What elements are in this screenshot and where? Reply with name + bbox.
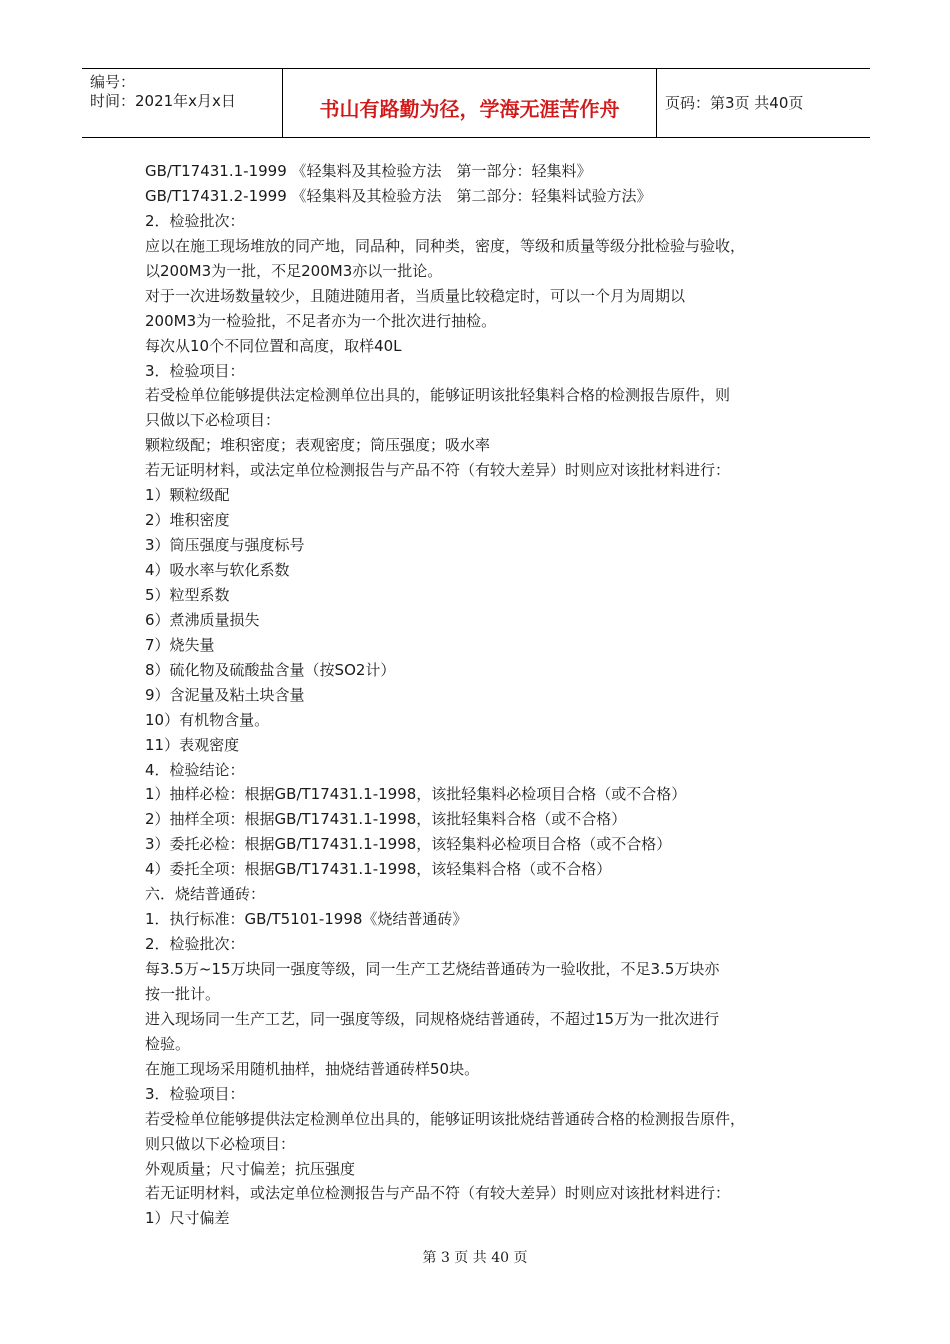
page-footer: 第 3 页 共 40 页: [422, 1250, 528, 1266]
header-page-info: 页码：第3页 共40页: [665, 94, 804, 112]
text-line: 外观质量；尺寸偏差；抗压强度: [145, 1159, 356, 1178]
text-line: 每次从10个不同位置和高度，取样40L: [145, 336, 402, 355]
text-line: 只做以下必检项目：: [145, 411, 281, 430]
page-header: [82, 68, 870, 138]
text-line: 4）吸水率与软化系数: [145, 561, 290, 579]
text-line: 若无证明材料，或法定单位检测报告与产品不符（有较大差异）时则应对该批材料进行：: [145, 1184, 731, 1203]
text-line: 6）煮沸质量损失: [145, 610, 260, 629]
document-number-label: 编号：: [90, 73, 136, 91]
text-line: 2．检验批次：: [145, 935, 245, 954]
text-line: 200M3为一检验批，不足者亦为一个批次进行抽检。: [145, 311, 497, 330]
text-line: 3）筒压强度与强度标号: [145, 536, 305, 555]
text-line: GB/T17431.2-1999 《轻集料及其检验方法 第二部分：轻集料试验方法》: [145, 186, 652, 205]
text-line: 11）表观密度: [145, 735, 240, 754]
text-line: 若受检单位能够提供法定检测单位出具的，能够证明该批烧结普通砖合格的检测报告原件，: [145, 1109, 746, 1128]
text-line: 2．检验批次：: [145, 211, 245, 230]
text-line: 9）含泥量及粘土块含量: [145, 685, 305, 704]
text-line: GB/T17431.1-1999 《轻集料及其检验方法 第一部分：轻集料》: [145, 162, 592, 180]
text-line: 在施工现场采用随机抽样，抽烧结普通砖样50块。: [145, 1059, 480, 1078]
text-line: 1）尺寸偏差: [145, 1209, 230, 1228]
document-date: 时间：2021年x月x日: [90, 92, 236, 110]
text-line: 进入现场同一生产工艺，同一强度等级，同规格烧结普通砖，不超过15万为一批次进行: [145, 1009, 720, 1028]
text-line: 若受检单位能够提供法定检测单位出具的，能够证明该批轻集料合格的检测报告原件，则: [145, 386, 731, 405]
text-line: 按一批计。: [145, 984, 221, 1003]
text-line: 2）抽样全项：根据GB/T17431.1-1998，该批轻集料合格（或不合格）: [145, 810, 627, 829]
text-line: 5）粒型系数: [145, 585, 230, 604]
text-line: 1）抽样必检：根据GB/T17431.1-1998，该批轻集料必检项目合格（或不合格）: [145, 785, 687, 804]
text-line: 应以在施工现场堆放的同产地，同品种，同种类，密度，等级和质量等级分批检验与验收，: [145, 236, 746, 255]
text-line: 1．执行标准：GB/T5101-1998《烧结普通砖》: [145, 910, 468, 929]
header-motto: 书山有路勤为径，学海无涯苦作舟: [319, 97, 620, 121]
text-line: 以200M3为一批，不足200M3亦以一批论。: [145, 261, 443, 280]
text-line: 4．检验结论：: [145, 760, 245, 779]
text-line: 若无证明材料，或法定单位检测报告与产品不符（有较大差异）时则应对该批材料进行：: [145, 461, 731, 480]
text-line: 则只做以下必检项目：: [145, 1134, 296, 1153]
header-left-cell: [82, 69, 282, 137]
text-line: 10）有机物含量。: [145, 710, 270, 729]
text-line: 每3.5万~15万块同一强度等级，同一生产工艺烧结普通砖为一验收批，不足3.5万块亦: [145, 960, 720, 978]
text-line: 3．检验项目：: [145, 361, 245, 380]
text-line: 3．检验项目：: [145, 1084, 245, 1103]
document-body: [145, 159, 820, 1231]
text-line: 颗粒级配；堆积密度；表观密度；筒压强度；吸水率: [145, 436, 491, 455]
text-line: 1）颗粒级配: [145, 486, 230, 505]
text-line: 六．烧结普通砖：: [145, 885, 266, 904]
text-line: 4）委托全项：根据GB/T17431.1-1998，该轻集料合格（或不合格）: [145, 860, 612, 879]
text-line: 2）堆积密度: [145, 511, 230, 530]
text-line: 7）烧失量: [145, 635, 215, 654]
header-center-cell: [282, 69, 657, 137]
text-line: 检验。: [145, 1034, 191, 1053]
text-line: 对于一次进场数量较少，且随进随用者，当质量比较稳定时，可以一个月为周期以: [145, 286, 686, 305]
text-line: 3）委托必检：根据GB/T17431.1-1998，该轻集料必检项目合格（或不合格）: [145, 835, 672, 854]
text-line: 8）硫化物及硫酸盐含量（按SO2计）: [145, 660, 396, 679]
header-right-cell: [656, 69, 870, 137]
